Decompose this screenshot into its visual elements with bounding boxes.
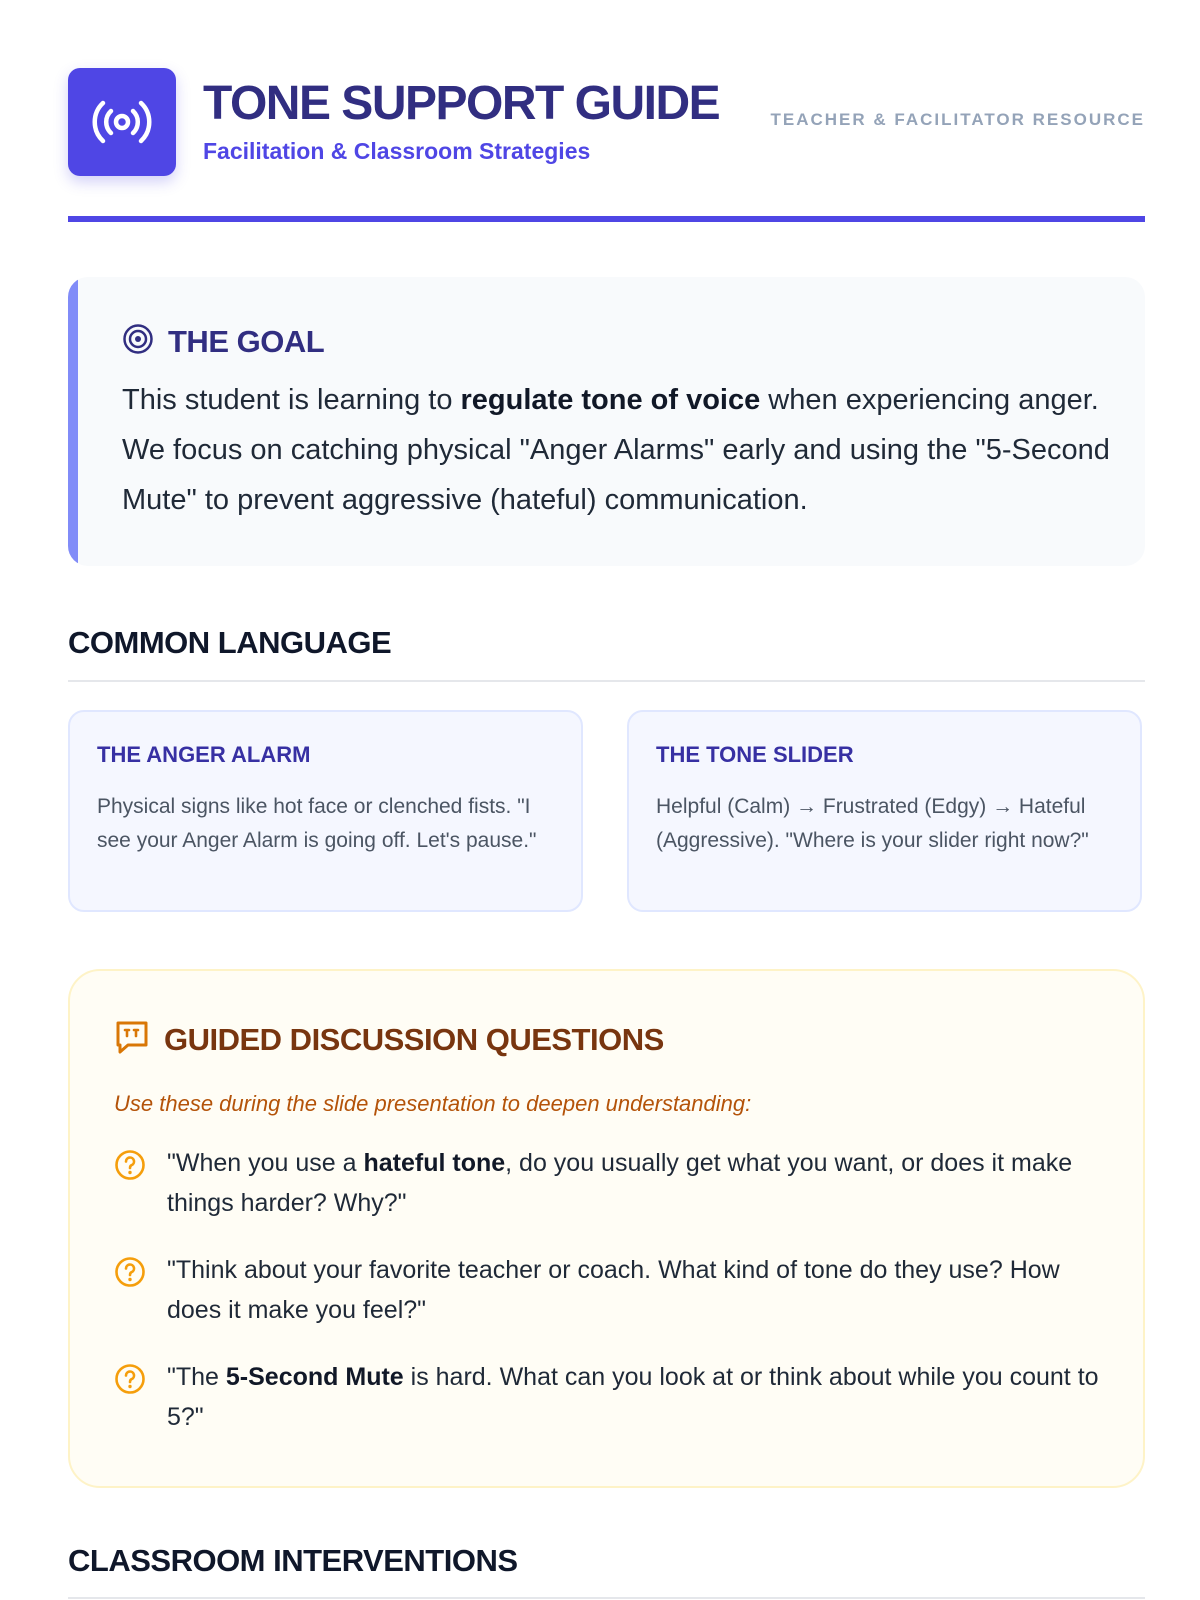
header-divider	[68, 216, 1145, 222]
question-icon	[114, 1149, 146, 1186]
common-language-heading: COMMON LANGUAGE	[68, 625, 392, 660]
discussion-intro: Use these during the slide presentation to deepen understanding:	[114, 1091, 752, 1116]
target-icon	[122, 323, 154, 360]
question-text-part: "The	[167, 1363, 226, 1391]
goal-text-part: This student is learning to	[122, 384, 461, 416]
card-title: THE ANGER ALARM	[97, 742, 311, 767]
section-divider	[68, 680, 1145, 682]
discussion-heading: GUIDED DISCUSSION QUESTIONS	[164, 1021, 664, 1057]
discussion-header	[114, 1019, 664, 1060]
goal-accent-bar	[68, 277, 78, 566]
question-text-part: "Think about your favorite teacher or coach. What kind of tone do they use? How does it make you feel?"	[167, 1256, 1060, 1324]
page-title: TONE SUPPORT GUIDE	[203, 77, 720, 130]
question-icon	[114, 1256, 146, 1293]
goal-text	[122, 375, 1112, 525]
quote-bubble-icon	[114, 1019, 150, 1060]
goal-panel	[68, 277, 1145, 566]
question-text-bold: 5-Second Mute	[225, 1363, 404, 1391]
goal-header	[122, 323, 324, 360]
header	[68, 68, 1145, 176]
card-body: Helpful (Calm) → Frustrated (Edgy) → Hateful (Aggressive). "Where is your slider right now?"	[656, 795, 1089, 852]
question-text	[167, 1250, 1102, 1330]
question-text-bold: hateful tone	[363, 1149, 506, 1177]
card-tone-slider	[627, 710, 1142, 912]
question-text	[167, 1143, 1102, 1223]
card-body: Physical signs like hot face or clenched fists. "I see your Anger Alarm is going off. Let's pause."	[97, 795, 537, 852]
discussion-panel	[68, 969, 1145, 1488]
question-text	[167, 1357, 1102, 1437]
broadcast-icon	[68, 68, 176, 176]
question-text-part: , do you usually get what you want, or does it make things harder? Why?"	[167, 1149, 1073, 1217]
question-text-part: "When you use a	[167, 1149, 364, 1177]
interventions-heading: CLASSROOM INTERVENTIONS	[68, 1543, 518, 1578]
question-text-part: is hard. What can you look at or think about while you count to 5?"	[167, 1363, 1099, 1431]
resource-label: TEACHER & FACILITATOR RESOURCE	[770, 110, 1145, 129]
goal-text-part: when experiencing anger. We focus on catching physical "Anger Alarms" early and using the "5-Second Mute" to prevent aggressive (hateful) communication.	[122, 384, 1110, 516]
card-anger-alarm	[68, 710, 583, 912]
card-title: THE TONE SLIDER	[656, 742, 854, 767]
page-subtitle: Facilitation & Classroom Strategies	[203, 138, 591, 164]
goal-heading: THE GOAL	[168, 323, 325, 359]
question-icon	[114, 1363, 146, 1400]
section-divider	[68, 1597, 1145, 1599]
goal-text-bold: regulate tone of voice	[460, 384, 761, 416]
